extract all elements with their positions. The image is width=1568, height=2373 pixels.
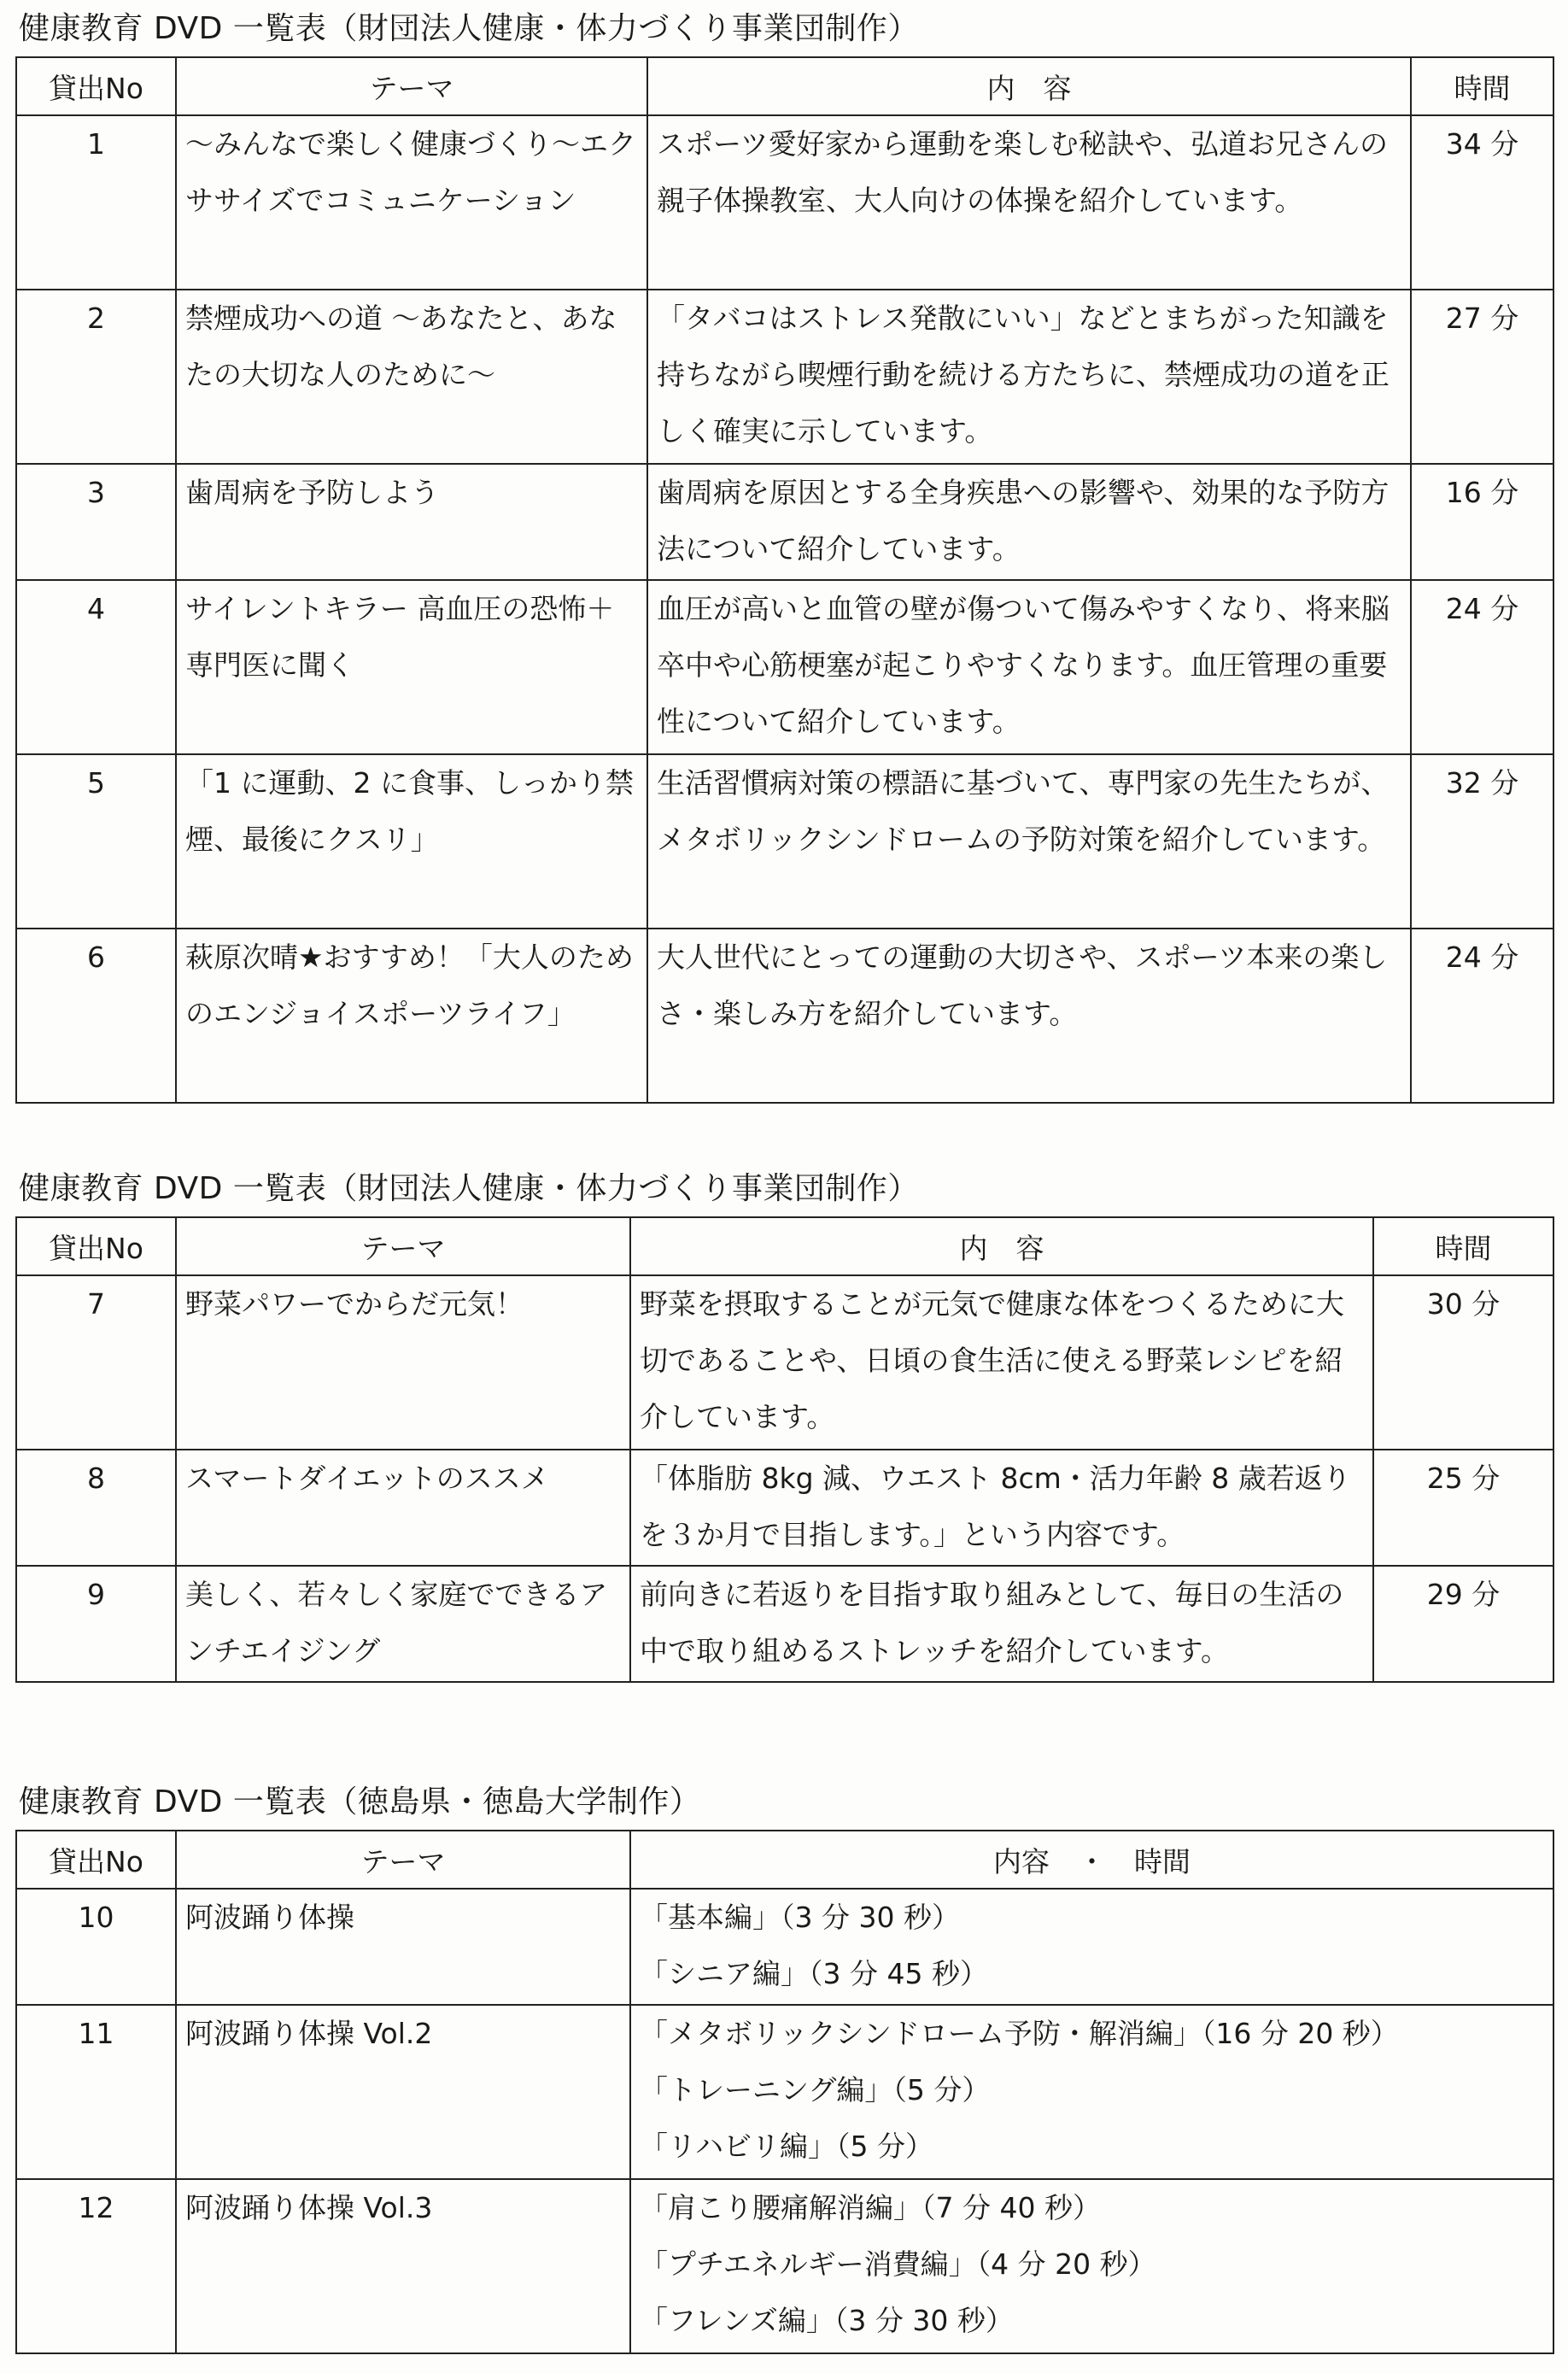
table-header-row [16, 57, 1553, 115]
row-theme: サイレントキラー 高血圧の恐怖＋専門医に聞く [176, 580, 647, 754]
row-theme: 「1 に運動、2 に食事、しっかり禁煙、最後にクスリ」 [176, 754, 647, 929]
header-content: 内 容 [647, 57, 1411, 115]
row-theme: 阿波踊り体操 Vol.2 [176, 2005, 630, 2179]
table-header-row [16, 1217, 1553, 1275]
row-theme: スマートダイエットのススメ [176, 1450, 630, 1566]
table-row [16, 1275, 1553, 1450]
row-no: 5 [16, 754, 176, 929]
row-content-time [630, 2005, 1553, 2179]
content-item: 「シニア編」（3 分 45 秒） [640, 1957, 988, 1990]
header-no: 貸出No [16, 57, 176, 115]
row-no: 8 [16, 1450, 176, 1566]
dvd-list-section-2 [15, 1167, 1553, 1683]
dvd-list-section-3 [15, 1780, 1553, 2354]
row-content: スポーツ愛好家から運動を楽しむ秘訣や、弘道お兄さんの親子体操教室、大人向けの体操を紹介しています。 [647, 115, 1411, 290]
row-theme: 野菜パワーでからだ元気！ [176, 1275, 630, 1450]
dvd-table-2 [15, 1216, 1554, 1683]
row-no: 2 [16, 290, 176, 464]
row-no: 6 [16, 929, 176, 1103]
dvd-table-3 [15, 1830, 1554, 2354]
dvd-table-1 [15, 56, 1554, 1104]
row-time: 24 分 [1411, 580, 1553, 754]
dvd-list-section-1 [15, 7, 1553, 1104]
row-time: 16 分 [1411, 464, 1553, 580]
row-theme: 禁煙成功への道 ～あなたと、あなたの大切な人のために～ [176, 290, 647, 464]
row-time: 24 分 [1411, 929, 1553, 1103]
row-time: 30 分 [1373, 1275, 1553, 1450]
row-content: 生活習慣病対策の標語に基づいて、専門家の先生たちが、メタボリックシンドロームの予防対策を紹介しています。 [647, 754, 1411, 929]
row-theme: 美しく、若々しく家庭でできるアンチエイジング [176, 1566, 630, 1682]
row-no: 11 [16, 2005, 176, 2179]
row-content: 血圧が高いと血管の壁が傷ついて傷みやすくなり、将来脳卒中や心筋梗塞が起こりやすくなります。血圧管理の重要性について紹介しています。 [647, 580, 1411, 754]
row-no: 7 [16, 1275, 176, 1450]
row-theme: 萩原次晴★おすすめ！「大人のためのエンジョイスポーツライフ」 [176, 929, 647, 1103]
table-row [16, 1566, 1553, 1682]
table-row [16, 929, 1553, 1103]
section-title: 健康教育 DVD 一覧表（財団法人健康・体力づくり事業団制作） [19, 1171, 919, 1206]
table-row [16, 580, 1553, 754]
content-item: 「肩こり腰痛解消編」（7 分 40 秒） [640, 2191, 1101, 2224]
header-no: 貸出No [16, 1217, 176, 1275]
table-row [16, 115, 1553, 290]
section-title: 健康教育 DVD 一覧表（財団法人健康・体力づくり事業団制作） [19, 11, 919, 46]
header-time: 時間 [1411, 57, 1553, 115]
table-row [16, 1450, 1553, 1566]
row-theme: 阿波踊り体操 Vol.3 [176, 2179, 630, 2353]
row-content-time [630, 1889, 1553, 2005]
row-no: 3 [16, 464, 176, 580]
row-time: 27 分 [1411, 290, 1553, 464]
header-theme: テーマ [176, 1831, 630, 1889]
row-theme: 阿波踊り体操 [176, 1889, 630, 2005]
row-content: 前向きに若返りを目指す取り組みとして、毎日の生活の中で取り組めるストレッチを紹介しています。 [630, 1566, 1373, 1682]
header-theme: テーマ [176, 57, 647, 115]
row-no: 1 [16, 115, 176, 290]
section-title: 健康教育 DVD 一覧表（徳島県・徳島大学制作） [19, 1784, 701, 1819]
table-row [16, 1889, 1553, 2005]
row-time: 25 分 [1373, 1450, 1553, 1566]
row-no: 4 [16, 580, 176, 754]
content-item: 「トレーニング編」（5 分） [640, 2073, 991, 2106]
row-no: 10 [16, 1889, 176, 2005]
content-item: 「基本編」（3 分 30 秒） [640, 1901, 960, 1934]
content-item: 「フレンズ編」（3 分 30 秒） [640, 2304, 1014, 2337]
table-row [16, 2005, 1553, 2179]
row-theme: 歯周病を予防しよう [176, 464, 647, 580]
table-row [16, 290, 1553, 464]
content-item: 「メタボリックシンドローム予防・解消編」（16 分 20 秒） [640, 2017, 1399, 2050]
content-item: 「リハビリ編」（5 分） [640, 2130, 933, 2163]
row-time: 32 分 [1411, 754, 1553, 929]
content-item: 「プチエネルギー消費編」（4 分 20 秒） [640, 2247, 1156, 2281]
row-content-time [630, 2179, 1553, 2353]
row-content: 大人世代にとっての運動の大切さや、スポーツ本来の楽しさ・楽しみ方を紹介しています。 [647, 929, 1411, 1103]
table-row [16, 754, 1553, 929]
row-content: 歯周病を原因とする全身疾患への影響や、効果的な予防方法について紹介しています。 [647, 464, 1411, 580]
header-theme: テーマ [176, 1217, 630, 1275]
row-no: 12 [16, 2179, 176, 2353]
row-theme: ～みんなで楽しく健康づくり～エクササイズでコミュニケーション [176, 115, 647, 290]
header-no: 貸出No [16, 1831, 176, 1889]
header-content-time: 内容 ・ 時間 [630, 1831, 1553, 1889]
row-content: 野菜を摂取することが元気で健康な体をつくるために大切であることや、日頃の食生活に使える野菜レシピを紹介しています。 [630, 1275, 1373, 1450]
row-content: 「体脂肪 8kg 減、ウエスト 8cm・活力年齢 8 歳若返りを３か月で目指します。」という内容です。 [630, 1450, 1373, 1566]
row-time: 34 分 [1411, 115, 1553, 290]
row-time: 29 分 [1373, 1566, 1553, 1682]
row-no: 9 [16, 1566, 176, 1682]
row-content: 「タバコはストレス発散にいい」などとまちがった知識を持ちながら喫煙行動を続ける方たちに、禁煙成功の道を正しく確実に示しています。 [647, 290, 1411, 464]
header-time: 時間 [1373, 1217, 1553, 1275]
table-row [16, 464, 1553, 580]
table-header-row [16, 1831, 1553, 1889]
table-row [16, 2179, 1553, 2353]
header-content: 内 容 [630, 1217, 1373, 1275]
